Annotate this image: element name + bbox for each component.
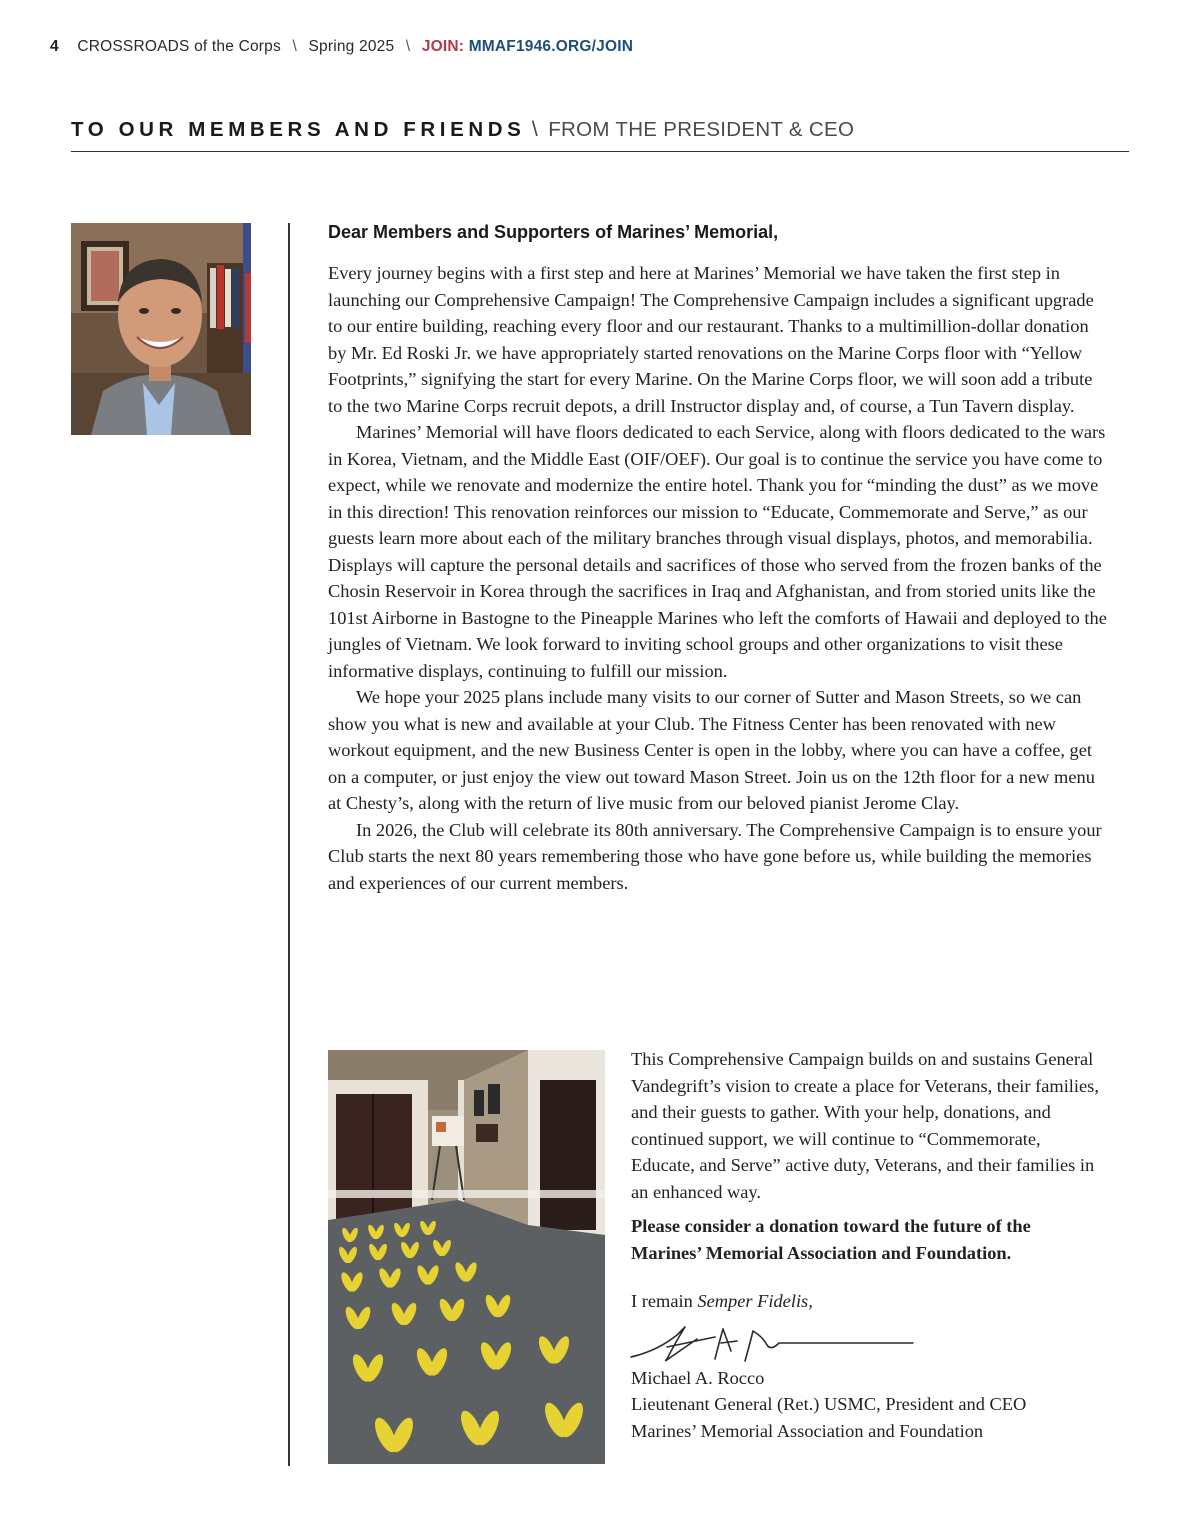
author-portrait	[71, 223, 251, 435]
signature	[627, 1321, 917, 1365]
remain-text: I remain	[631, 1291, 698, 1311]
letter-salutation: Dear Members and Supporters of Marines’ Memorial,	[328, 222, 779, 242]
section-subtitle: FROM THE PRESIDENT & CEO	[548, 118, 855, 141]
header-separator: \	[292, 38, 297, 55]
footprints-image	[328, 1050, 605, 1464]
join-link[interactable]: MMAF1946.ORG/JOIN	[468, 38, 634, 55]
letter-paragraph: Marines’ Memorial will have floors dedicated to each Service, along with floors dedicated to the wars in Korea, Vietnam, and the Middle East (OIF/OEF). Our goal is to continue the service you have come to expect, while we renovate and modernize the entire hotel. Thank you for “minding the dust” as we move in this direction! This renovation reinforces our mission to “Educate, Commemorate and Serve,” as our guests learn more about each of the military branches through visual displays, photos, and memorabilia. Displays will capture the personal details and sacrifices of those who served from the frozen banks of the Chosin Reservoir in Korea through the sacrifices in Iraq and Afghanistan, and from storied units like the 101st Airborne in Bastogne to the Pineapple Marines who left the comforts of Hawaii and deployed to the jungles of Vietnam. We look forward to inviting school groups and other organizations to visit these informative displays, continuing to fulfill our mission.	[328, 422, 1107, 681]
section-heading	[71, 118, 1129, 152]
publication-name: CROSSROADS of the Corps	[77, 38, 281, 55]
letter-paragraph: Every journey begins with a first step and here at Marines’ Memorial we have taken the first step in launching our Comprehensive Campaign! The Comprehensive Campaign includes a significant upgrade to our entire building, reaching every floor and our restaurant. Thanks to a multimillion-dollar donation by Mr. Ed Roski Jr. we have appropriately started renovations on the Marine Corps floor with “Yellow Footprints,” signifying the start for every Marine. On the Marine Corps floor, we will soon add a tribute to the two Marine Corps recruit depots, a drill Instructor display and, of course, a Tun Tavern display.	[328, 263, 1094, 416]
letter-body	[328, 222, 1108, 896]
donation-appeal: Please consider a donation toward the future of the Marines’ Memorial Association and Foundation.	[631, 1216, 1031, 1263]
section-title: TO OUR MEMBERS AND FRIENDS	[71, 118, 526, 141]
column-divider	[288, 223, 290, 1466]
closing-paragraph: This Comprehensive Campaign builds on and sustains General Vandegrift’s vision to create a place for Veterans, their families, and their guests to gather. With your help, donations, and continued support, we will continue to “Commemorate, Educate, and Serve” active duty, Veterans, and their families in an enhanced way.	[631, 1049, 1099, 1202]
header-separator-2: \	[405, 38, 411, 55]
letter-paragraph: We hope your 2025 plans include many visits to our corner of Sutter and Mason Streets, so we can show you what is new and available at your Club. The Fitness Center has been renovated with new workout equipment, and the new Business Center is open in the lobby, where you can have a coffee, get on a computer, or just enjoy the view out toward Mason Street. Join us on the 12th floor for a new menu at Chesty’s, along with the return of live music from our beloved pianist Jerome Clay.	[328, 687, 1095, 813]
signer-name: Michael A. Rocco	[631, 1367, 765, 1388]
signer-block	[631, 1365, 1101, 1445]
issue-label: Spring 2025	[308, 38, 395, 55]
closing-phrase	[631, 1288, 1101, 1315]
letter-closing	[631, 1046, 1101, 1444]
page-number: 4	[50, 38, 59, 55]
portrait-image	[71, 223, 251, 435]
join-label: JOIN:	[421, 38, 465, 55]
letter-text	[328, 260, 1108, 896]
footprints-photo	[328, 1050, 605, 1464]
signer-title: Lieutenant General (Ret.) USMC, President and CEO	[631, 1394, 1027, 1414]
signer-organization: Marines’ Memorial Association and Foundation	[631, 1420, 984, 1441]
section-separator: \	[531, 118, 538, 141]
letter-paragraph: In 2026, the Club will celebrate its 80th anniversary. The Comprehensive Campaign is to ensure your Club starts the next 80 years remembering those who have gone before us, while building the memories and experiences of our current members.	[328, 819, 1102, 893]
semper-fidelis: Semper Fidelis,	[697, 1291, 813, 1311]
running-header	[50, 38, 633, 56]
